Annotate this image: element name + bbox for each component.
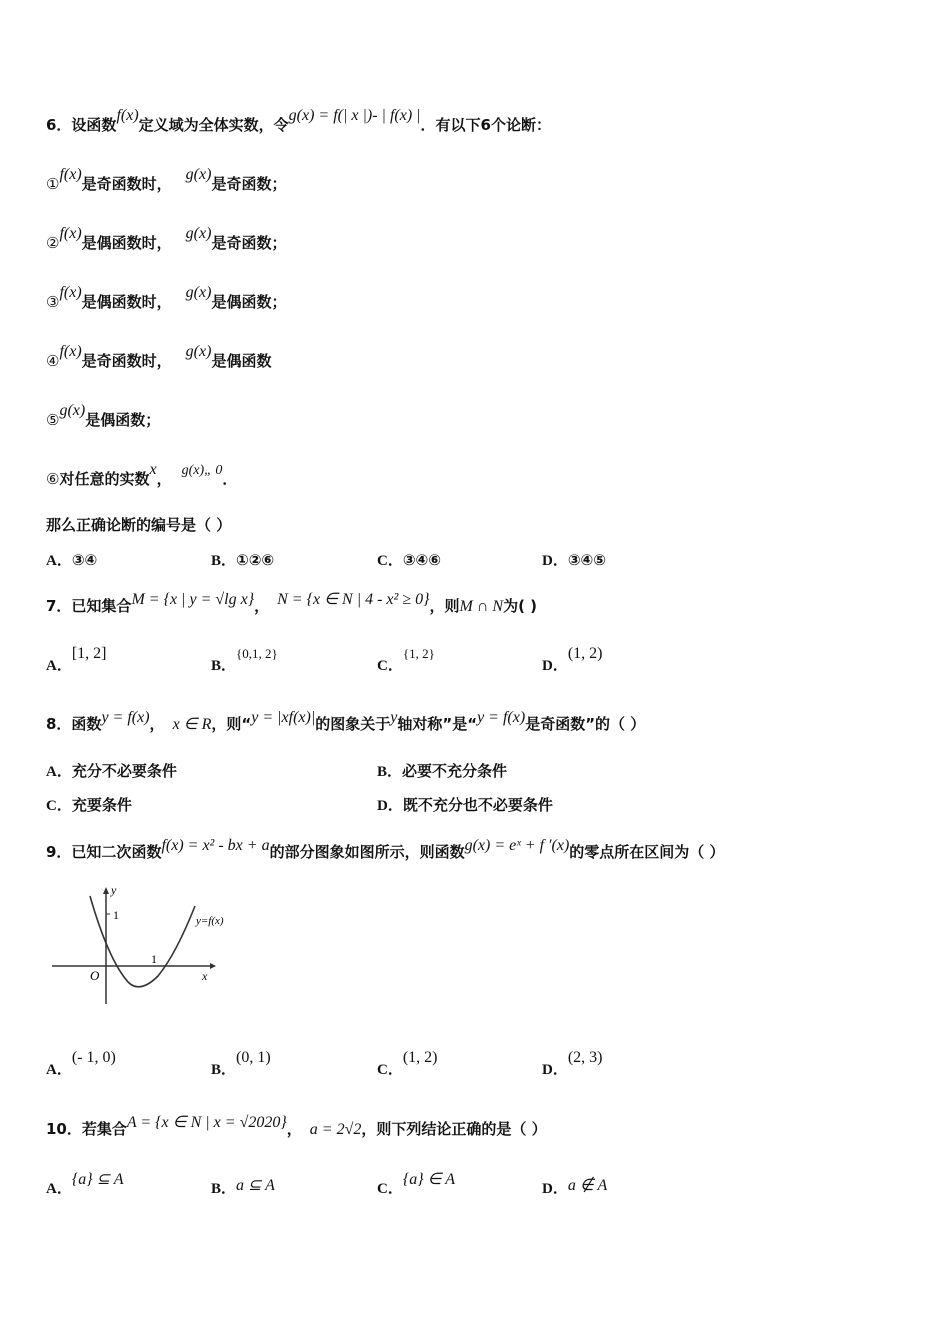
q6-statement-3: [46, 284, 287, 313]
q6-statement-5: [46, 402, 161, 431]
option-label: B．: [377, 764, 403, 780]
text: ，: [156, 470, 172, 488]
option-text: ③④⑤: [567, 551, 606, 569]
text: 为( ): [503, 597, 538, 615]
circled-5: ⑤: [46, 411, 60, 429]
option-label: A．: [46, 658, 72, 674]
q7-option-c[interactable]: [377, 646, 435, 676]
text: 的零点所在区间为（ ）: [569, 843, 725, 861]
option-text: {1, 2}: [402, 646, 435, 661]
q10-set-a: A = {x ∈ N | x = √2020}: [126, 1114, 287, 1131]
option-text: {a} ∈ A: [402, 1171, 456, 1188]
q7-option-a[interactable]: [46, 645, 107, 676]
q6-g-definition: g(x) = f(| x |)- | f(x) |: [288, 107, 421, 124]
circled-6: ⑥: [46, 470, 60, 488]
math-g: g(x): [185, 166, 212, 183]
q9-option-d[interactable]: [542, 1049, 603, 1080]
q6-statement-4: [46, 343, 272, 372]
option-text: 充要条件: [71, 796, 132, 814]
option-label: C．: [46, 798, 72, 814]
q7-intersection: M ∩ N: [459, 598, 504, 615]
text: 是偶函数: [211, 352, 272, 370]
x-axis-arrow: [210, 963, 216, 969]
q6-option-a[interactable]: [46, 550, 97, 571]
q6-prompt: 那么正确论断的编号是（ ）: [46, 516, 232, 534]
text: ．: [222, 470, 238, 488]
q9-quadratic: f(x) = x² - bx + a: [161, 837, 270, 854]
math-g-le-0: g(x)„ 0: [181, 463, 223, 478]
text: 是奇函数时，: [81, 352, 172, 370]
q6-stem: [46, 107, 551, 136]
q10-option-b[interactable]: [211, 1178, 275, 1199]
text: ，则下列结论正确的是（ ）: [361, 1120, 547, 1138]
option-text: (2, 3): [567, 1049, 603, 1066]
option-label: B．: [211, 1181, 237, 1197]
q6-statement-2: [46, 225, 287, 254]
text: 的图象关于: [315, 715, 391, 733]
text: 是奇函数；: [211, 175, 287, 193]
q6-option-c[interactable]: [377, 550, 441, 571]
q8-option-d[interactable]: [377, 795, 553, 816]
text: 是奇函数时，: [81, 175, 172, 193]
option-label: A．: [46, 553, 72, 569]
option-text: {a} ⊆ A: [71, 1171, 124, 1188]
q8-domain: x ∈ R: [172, 716, 212, 733]
text: ，: [149, 715, 165, 733]
math-f: f(x): [59, 225, 82, 242]
option-text: (- 1, 0): [71, 1049, 116, 1066]
text: 是偶函数时，: [81, 234, 172, 252]
y-one-label: 1: [113, 908, 119, 922]
q7-set-m: M = {x | y = √lg x}: [131, 591, 255, 608]
text: ，: [254, 597, 270, 615]
math-g: g(x): [59, 402, 86, 419]
text: ，: [286, 1120, 302, 1138]
option-label: C．: [377, 1062, 403, 1078]
y-label: y: [111, 884, 117, 897]
q6-text-2: ．有以下6个论断：: [420, 116, 551, 134]
q8-number: 8．函数: [46, 715, 102, 733]
option-text: (1, 2): [402, 1049, 438, 1066]
text: 是奇函数；: [211, 234, 287, 252]
option-label: C．: [377, 1181, 403, 1197]
option-label: A．: [46, 764, 72, 780]
option-text: 既不充分也不必要条件: [402, 796, 553, 814]
q8-option-c[interactable]: [46, 795, 132, 816]
q7-stem: [46, 591, 538, 617]
math-g: g(x): [185, 343, 212, 360]
option-label: D．: [542, 1181, 568, 1197]
option-text: (0, 1): [236, 1049, 271, 1066]
q10-option-d[interactable]: [542, 1178, 607, 1199]
q8-y-axis: y: [390, 709, 398, 726]
q6-option-b[interactable]: [211, 550, 274, 571]
option-label: B．: [211, 1062, 237, 1078]
option-label: D．: [542, 1062, 568, 1078]
math-g: g(x): [185, 225, 212, 242]
circled-2: ②: [46, 234, 60, 252]
x-one-label: 1: [151, 952, 157, 966]
option-text: a ⊆ A: [236, 1177, 275, 1194]
math-x: x: [149, 461, 157, 478]
text: 是奇函数”的（ ）: [525, 715, 646, 733]
q7-option-b[interactable]: [211, 646, 278, 676]
q8-abs-function: y = |xf(x)|: [251, 709, 316, 726]
q6-number: 6．设函数: [46, 116, 117, 134]
option-text: (1, 2): [567, 645, 603, 662]
q6-option-d[interactable]: [542, 550, 606, 571]
text: 是偶函数时，: [81, 293, 172, 311]
option-text: 充分不必要条件: [71, 762, 177, 780]
q6-text: 定义域为全体实数，令: [138, 116, 289, 134]
option-label: A．: [46, 1181, 72, 1197]
q10-stem: [46, 1114, 547, 1140]
text: 是偶函数；: [211, 293, 287, 311]
option-text: {0,1, 2}: [236, 646, 278, 661]
option-label: D．: [377, 798, 403, 814]
q9-number: 9．已知二次函数: [46, 843, 162, 861]
q10-option-c[interactable]: [377, 1171, 456, 1199]
circled-3: ③: [46, 293, 60, 311]
math-f: f(x): [59, 166, 82, 183]
option-label: D．: [542, 658, 568, 674]
option-label: D．: [542, 553, 568, 569]
q9-g-function: g(x) = eˣ + f ′(x): [464, 837, 570, 854]
option-label: C．: [377, 658, 403, 674]
q10-number: 10．若集合: [46, 1120, 127, 1138]
q8-stem: [46, 709, 646, 735]
q7-number: 7．已知集合: [46, 597, 132, 615]
q9-graph: [50, 884, 240, 1009]
curve-label: y=f(x): [196, 915, 224, 927]
y-axis-arrow: [103, 887, 109, 894]
math-f: f(x): [59, 343, 82, 360]
option-label: B．: [211, 553, 237, 569]
math-g: g(x): [185, 284, 212, 301]
q8-option-b[interactable]: [377, 761, 507, 782]
x-label: x: [202, 969, 208, 983]
text: 轴对称”是“: [397, 715, 478, 733]
q8-function: y = f(x): [101, 709, 150, 726]
q10-value-a: a = 2√2: [309, 1121, 362, 1138]
circled-4: ④: [46, 352, 60, 370]
option-text: ①②⑥: [236, 551, 275, 569]
q8-option-a[interactable]: [46, 761, 177, 782]
q9-option-c[interactable]: [377, 1049, 438, 1080]
text: 的部分图象如图所示，则函数: [269, 843, 465, 861]
option-text: ③④: [71, 551, 98, 569]
text: 是偶函数；: [85, 411, 161, 429]
q9-option-b[interactable]: [211, 1049, 271, 1080]
option-text: a ∉ A: [567, 1177, 608, 1194]
q10-option-a[interactable]: [46, 1171, 124, 1199]
option-text: [1, 2]: [71, 645, 107, 662]
q6-statement-1: [46, 166, 287, 195]
q9-stem: [46, 837, 725, 863]
q6-fx: f(x): [116, 107, 139, 124]
math-f: f(x): [59, 284, 82, 301]
q9-option-a[interactable]: [46, 1049, 116, 1080]
text: ，则“: [211, 715, 252, 733]
option-text: 必要不充分条件: [402, 762, 508, 780]
q7-option-d[interactable]: [542, 645, 603, 676]
option-label: C．: [377, 553, 403, 569]
text: 对任意的实数: [59, 470, 150, 488]
q6-statement-6: [46, 461, 238, 491]
option-label: A．: [46, 1062, 72, 1078]
option-text: ③④⑥: [402, 551, 441, 569]
text: ，则: [429, 597, 460, 615]
circled-1: ①: [46, 175, 60, 193]
option-label: B．: [211, 658, 237, 674]
q7-set-n: N = {x ∈ N | 4 - x² ≥ 0}: [277, 591, 430, 608]
origin-label: O: [90, 968, 100, 983]
q8-function-2: y = f(x): [477, 709, 526, 726]
